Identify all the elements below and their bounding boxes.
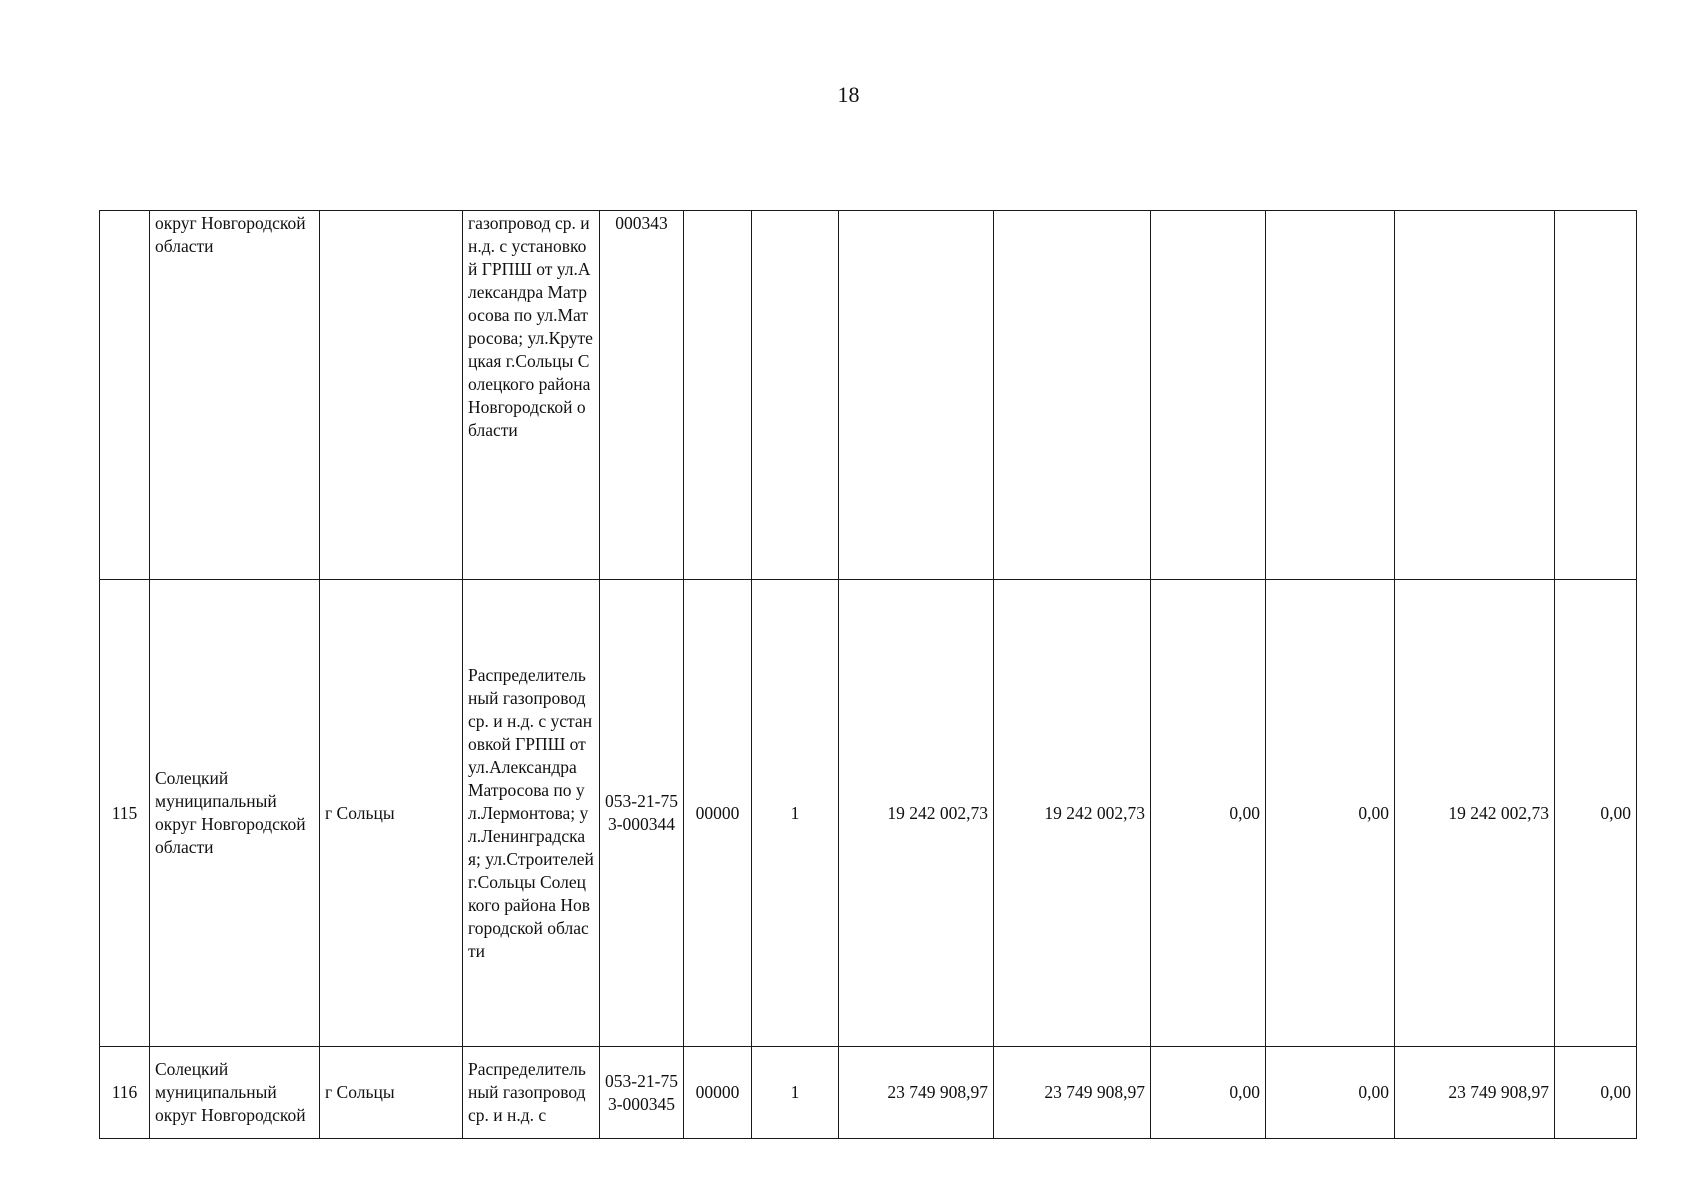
row-number: 116	[100, 1047, 150, 1139]
cell-col8	[839, 211, 994, 580]
cell-col7: 1	[752, 580, 839, 1047]
cell-col8: 19 242 002,73	[839, 580, 994, 1047]
code-cell: 053-21-753-000345	[600, 1047, 684, 1139]
page-number: 18	[837, 82, 860, 107]
code-cell: 000343	[600, 211, 684, 580]
settlement-cell: г Сольцы	[320, 580, 463, 1047]
cell-col11	[1266, 211, 1395, 580]
cell-col7	[752, 211, 839, 580]
data-table	[99, 210, 1637, 1139]
cell-col13	[1555, 211, 1637, 580]
cell-col10: 0,00	[1151, 1047, 1266, 1139]
cell-col7: 1	[752, 1047, 839, 1139]
cell-col10: 0,00	[1151, 580, 1266, 1047]
cell-col9: 19 242 002,73	[994, 580, 1151, 1047]
table-row	[100, 1047, 1637, 1139]
settlement-cell	[320, 211, 463, 580]
settlement-cell: г Сольцы	[320, 1047, 463, 1139]
municipality-cell: Солецкий муниципальный округ Новгородской области	[150, 580, 320, 1047]
cell-col11: 0,00	[1266, 580, 1395, 1047]
row-number	[100, 211, 150, 580]
cell-col6: 00000	[684, 1047, 752, 1139]
cell-col10	[1151, 211, 1266, 580]
municipality-cell: округ Новгородской области	[150, 211, 320, 580]
cell-col12: 23 749 908,97	[1395, 1047, 1555, 1139]
code-cell: 053-21-753-000344	[600, 580, 684, 1047]
municipality-cell: Солецкий муниципальный округ Новгородской	[150, 1047, 320, 1139]
cell-col9: 23 749 908,97	[994, 1047, 1151, 1139]
object-cell: газопровод ср. и н.д. с установкой ГРПШ от ул.Александра Матросова по ул.Матросова; ул.Крутецкая г.Сольцы Солецкого района Новгородской области	[463, 211, 600, 580]
cell-col13: 0,00	[1555, 580, 1637, 1047]
row-number: 115	[100, 580, 150, 1047]
object-cell: Распределительный газопровод ср. и н.д. с установкой ГРПШ от ул.Александра Матросова по ул.Лермонтова; ул.Ленинградская; ул.Строителей г.Сольцы Солецкого района Новгородской области	[463, 580, 600, 1047]
cell-col9	[994, 211, 1151, 580]
object-cell: Распределительный газопровод ср. и н.д. с	[463, 1047, 600, 1139]
cell-col13: 0,00	[1555, 1047, 1637, 1139]
cell-col6	[684, 211, 752, 580]
cell-col12: 19 242 002,73	[1395, 580, 1555, 1047]
cell-col12	[1395, 211, 1555, 580]
cell-col11: 0,00	[1266, 1047, 1395, 1139]
cell-col6: 00000	[684, 580, 752, 1047]
table-row	[100, 580, 1637, 1047]
table-row	[100, 211, 1637, 580]
cell-col8: 23 749 908,97	[839, 1047, 994, 1139]
